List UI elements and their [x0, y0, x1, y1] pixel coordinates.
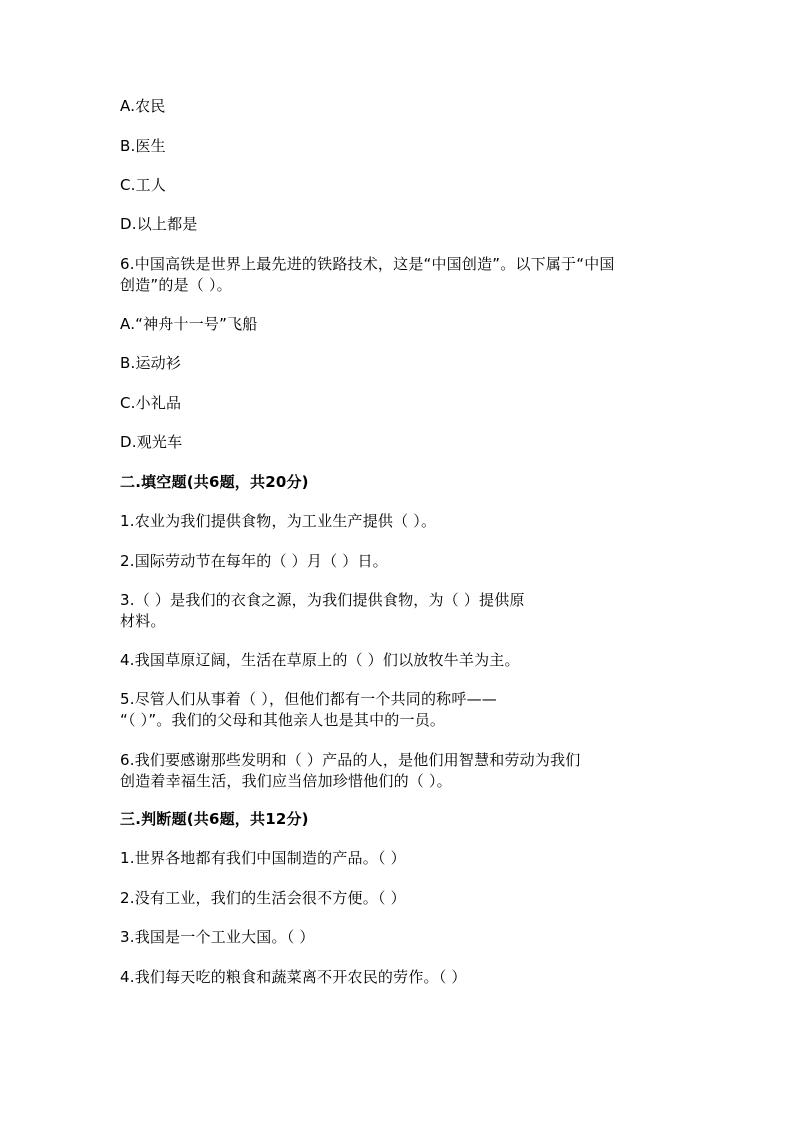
judge-q2: 2.没有工业，我们的生活会很不方便。（ ） — [120, 889, 406, 907]
section2-title: 二.填空题(共6题，共20分) — [120, 473, 309, 491]
fill-q6-line2: 创造着幸福生活，我们应当倍加珍惜他们的（ ）。 — [120, 772, 452, 790]
q6-option-c: C.小礼品 — [120, 394, 182, 412]
fill-q3-line1: 3.（ ）是我们的衣食之源，为我们提供食物，为（ ）提供原 — [120, 591, 525, 609]
q6-option-a: A.“神舟十一号”飞船 — [120, 315, 258, 333]
fill-q4: 4.我国草原辽阔，生活在草原上的（ ）们以放牧牛羊为主。 — [120, 651, 520, 669]
q5-option-a: A.农民 — [120, 97, 166, 115]
fill-q5-line1: 5.尽管人们从事着（ ），但他们都有一个共同的称呼—— — [120, 690, 497, 708]
fill-q3-line2: 材料。 — [120, 612, 166, 630]
q6-text-line1: 6.中国高铁是世界上最先进的铁路技术，这是“中国创造”。以下属于“中国 — [120, 255, 615, 273]
q6-option-b: B.运动衫 — [120, 354, 182, 372]
q6-text-line2: 创造”的是（ ）。 — [120, 276, 232, 294]
section3-title: 三.判断题(共6题，共12分) — [120, 810, 309, 828]
q6-option-d: D.观光车 — [120, 433, 183, 451]
q5-option-c: C.工人 — [120, 176, 167, 194]
judge-q1: 1.世界各地都有我们中国制造的产品。（ ） — [120, 849, 406, 867]
judge-q3: 3.我国是一个工业大国。（ ） — [120, 928, 315, 946]
q5-option-d: D.以上都是 — [120, 215, 198, 233]
fill-q2: 2.国际劳动节在每年的（ ）月（ ）日。 — [120, 552, 388, 570]
judge-q4: 4.我们每天吃的粮食和蔬菜离不开农民的劳作。（ ） — [120, 968, 467, 986]
q5-option-b: B.医生 — [120, 137, 166, 155]
fill-q5-line2: “（ ）”。我们的父母和其他亲人也是其中的一员。 — [120, 711, 446, 729]
fill-q1: 1.农业为我们提供食物，为工业生产提供（ ）。 — [120, 512, 437, 530]
fill-q6-line1: 6.我们要感谢那些发明和（ ）产品的人，是他们用智慧和劳动为我们 — [120, 751, 581, 769]
